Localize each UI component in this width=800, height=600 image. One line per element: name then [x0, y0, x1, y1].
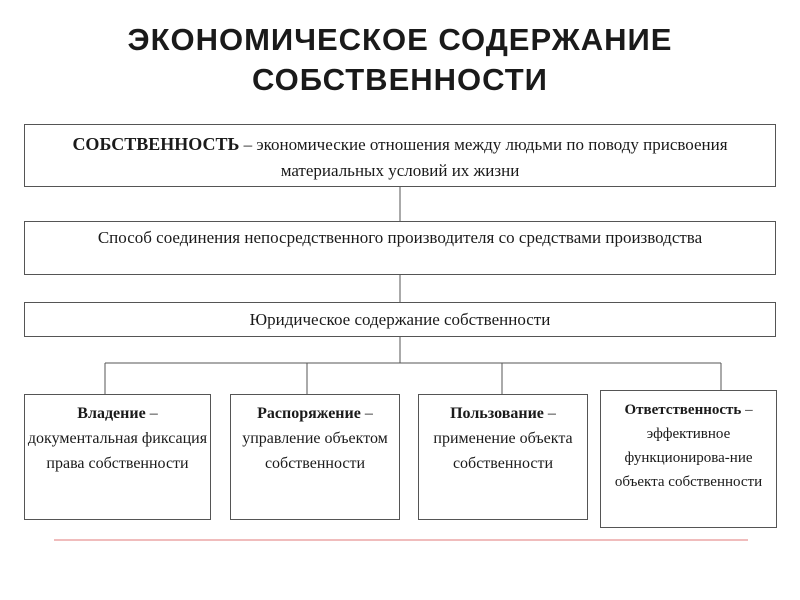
legal-content-box — [24, 302, 776, 337]
method-box — [24, 221, 776, 275]
leaf-responsibility-box — [600, 390, 777, 528]
leaf-text: – эффективное функционирова-ние объекта собственности — [614, 402, 763, 490]
leaf-term: Владение — [77, 405, 146, 422]
legal-text: Юридическое содержание собственности — [249, 310, 551, 329]
leaf-text: – документальная фиксация права собственности — [27, 405, 208, 472]
title-line-2: СОБСТВЕННОСТИ — [252, 62, 548, 97]
leaf-text: – управление объектом собственности — [242, 405, 388, 472]
leaf-term: Распоряжение — [257, 405, 361, 422]
leaf-ownership-box — [24, 394, 211, 520]
definition-text: – экономические отношения между людьми по поводу присвоения материальных условий их жизни — [239, 135, 728, 180]
leaf-term: Пользование — [450, 405, 544, 422]
definition-term: СОБСТВЕННОСТЬ — [72, 134, 240, 154]
leaf-use-box — [418, 394, 588, 520]
method-text: Способ соединения непосредственного производителя со средствами производства — [97, 228, 703, 247]
leaf-text: – применение объекта собственности — [433, 405, 573, 472]
leaf-disposal-box — [230, 394, 400, 520]
title-line-1: ЭКОНОМИЧЕСКОЕ СОДЕРЖАНИЕ — [127, 22, 673, 57]
leaf-term: Ответственность — [624, 402, 742, 418]
definition-box — [24, 124, 776, 187]
